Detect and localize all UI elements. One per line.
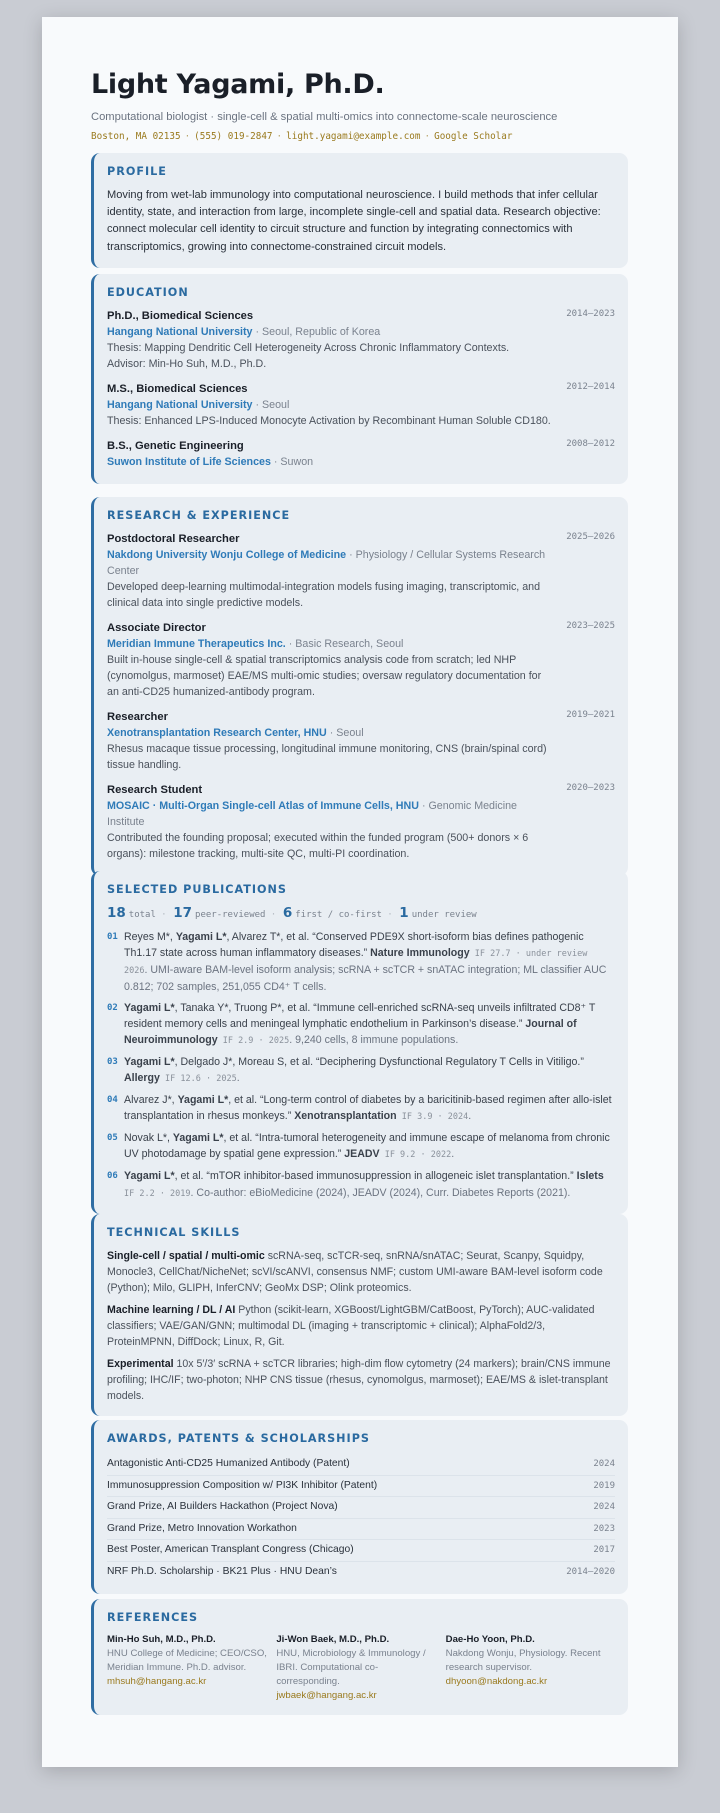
education-section — [91, 274, 628, 484]
pub-title: , Tanaka Y*, Truong P*, et al. “Immune cell-enriched scRNA-seq unveils infiltrated CD8⁺ T resident memory cells and meningeal lymphatic endothelium in Parkinson’s disease.” — [124, 1002, 596, 1030]
pub-meta: IF 12.6 · 2025 — [159, 1074, 237, 1084]
pub-number: 05 — [107, 1133, 118, 1143]
reference-name: Ji-Won Baek, M.D., Ph.D. — [276, 1634, 390, 1645]
award-year: 2024 — [593, 1459, 615, 1469]
publication-item — [107, 1130, 615, 1163]
pub-authors-pre: Reyes M*, — [124, 931, 176, 943]
institution-line — [107, 725, 615, 741]
contact-phone: (555) 019-2847 — [194, 131, 273, 143]
candidate-name: Light Yagami, Ph.D. — [91, 69, 385, 100]
profile-section — [91, 153, 628, 268]
stat-total-label: total — [128, 910, 156, 920]
award-name: Antagonistic Anti-CD25 Humanized Antibody (Patent) — [107, 1458, 350, 1469]
skill-label: Experimental — [107, 1358, 174, 1370]
stat-peer: 17 — [173, 905, 193, 921]
stat-review-label: under review — [411, 910, 477, 920]
location: · Genomic Medicine Institute — [107, 800, 517, 828]
award-year: 2024 — [593, 1502, 615, 1512]
skill-group — [107, 1356, 615, 1404]
reference-email-link[interactable]: jwbaek@hangang.ac.kr — [276, 1690, 377, 1701]
skills-section — [91, 1214, 628, 1416]
date-range: 2023–2025 — [566, 621, 615, 631]
pub-authors-pre: Alvarez J*, — [124, 1094, 178, 1106]
skill-group — [107, 1302, 615, 1350]
pub-self-author: Yagami L* — [172, 1132, 224, 1144]
reference-name: Dae-Ho Yoon, Ph.D. — [445, 1634, 535, 1645]
publication-item — [107, 1054, 615, 1087]
pub-note: . UMI-aware BAM-level isoform analysis; scRNA + scTCR + snATAC integration; ML classifier AUC 0.812; 702 samples, 251,055 CD4⁺ T cells. — [124, 964, 607, 993]
degree: Ph.D., Biomedical Sciences — [107, 310, 254, 322]
date-range: 2020–2023 — [566, 783, 615, 793]
pub-number: 06 — [107, 1171, 118, 1181]
award-name: Immunosuppression Composition w/ PI3K Inhibitor (Patent) — [107, 1479, 378, 1491]
skill-label: Machine learning / DL / AI — [107, 1304, 236, 1316]
award-row — [107, 1540, 615, 1562]
experience-entry — [107, 531, 615, 611]
pub-meta: IF 9.2 · 2022 — [379, 1150, 452, 1160]
award-row — [107, 1454, 615, 1476]
thesis-line: Thesis: Mapping Dendritic Cell Heterogeneity Across Chronic Inflammatory Contexts. — [107, 342, 510, 354]
award-row — [107, 1519, 615, 1541]
section-title: REFERENCES — [107, 1611, 199, 1624]
section-title: TECHNICAL SKILLS — [107, 1226, 241, 1239]
institution-link[interactable]: Xenotransplantation Research Center, HNU — [107, 727, 327, 739]
publications-section — [91, 871, 628, 1214]
role: Associate Director — [107, 622, 206, 634]
pub-journal: Journal of Neuroimmunology — [124, 1018, 577, 1046]
section-title: EDUCATION — [107, 286, 189, 299]
role-description: Rhesus macaque tissue processing, longitudinal immune monitoring, CNS (brain/spinal cord) tissue handling. — [107, 743, 547, 771]
skill-group — [107, 1248, 615, 1296]
award-name: Grand Prize, Metro Innovation Workathon — [107, 1522, 297, 1534]
institution-line — [107, 547, 615, 579]
institution-line — [107, 397, 615, 413]
reference-card — [276, 1633, 445, 1703]
section-title: SELECTED PUBLICATIONS — [107, 883, 287, 896]
pub-self-author: Yagami L* — [177, 1094, 229, 1106]
education-entry — [107, 381, 615, 429]
location: · Seoul, Republic of Korea — [255, 326, 381, 338]
award-row — [107, 1476, 615, 1498]
pub-journal: Islets — [576, 1170, 604, 1182]
section-title: AWARDS, PATENTS & SCHOLARSHIPS — [107, 1432, 370, 1445]
pub-journal: JEADV — [344, 1148, 380, 1160]
stat-review: 1 — [399, 905, 409, 921]
pub-note: . 9,240 cells, 8 immune populations. — [289, 1034, 459, 1046]
role-description: Developed deep-learning multimodal-integration models fusing imaging, transcriptomic, and clinical data into single predictive models. — [107, 581, 541, 609]
award-year: 2014–2020 — [566, 1566, 615, 1577]
profile-text: Moving from wet-lab immunology into computational neuroscience. I build methods that infer cellular identity, state, and interaction from large, incomplete single-cell and spatial data. Research objective: connect molecular cell identity to circuit structure and function by integrating connectomics with transcriptomics, growing into connectome-constrained circuit models. — [107, 189, 601, 253]
award-row — [107, 1497, 615, 1519]
pub-title: , et al. “mTOR inhibitor-based immunosuppression in allogeneic islet transplantation.” — [174, 1170, 577, 1182]
role-description: Built in-house single-cell & spatial transcriptomics analysis code from scratch; led NHP (cynomolgus, marmoset) EAE/MS multi-omic studies; oversaw regulatory documentation for an anti-CD25 humanized-antibody program. — [107, 654, 542, 698]
award-name: Best Poster, American Transplant Congress (Chicago) — [107, 1544, 354, 1555]
pub-journal: Nature Immunology — [370, 947, 470, 959]
award-year: 2019 — [593, 1480, 615, 1491]
location: · Seoul — [255, 399, 290, 411]
pub-note: . — [468, 1110, 472, 1122]
institution-link[interactable]: Nakdong University Wonju College of Medicine — [107, 549, 347, 561]
reference-desc: HNU, Microbiology & Immunology / IBRI. Computational co-corresponding. — [276, 1648, 426, 1687]
pub-meta: IF 27.7 · under review 2026 — [124, 949, 588, 976]
reference-card — [107, 1633, 276, 1703]
experience-entry — [107, 709, 615, 773]
pub-number: 03 — [107, 1057, 118, 1067]
location: · Suwon — [273, 456, 314, 468]
pub-title: , Alvarez T*, et al. “Conserved PDE9X short-isoform bias defines pathogenic Th1.17 state across human inflammatory diseases.” — [124, 931, 584, 959]
awards-section — [91, 1420, 628, 1594]
experience-entry — [107, 782, 615, 862]
role: Research Student — [107, 784, 203, 796]
location: · Basic Research, Seoul — [288, 638, 404, 650]
stat-total: 18 — [107, 905, 126, 921]
institution-line — [107, 636, 615, 652]
pub-journal: Xenotransplantation — [294, 1110, 397, 1122]
date-range: 2008–2012 — [566, 439, 615, 449]
experience-entry — [107, 620, 615, 700]
institution-link[interactable]: Suwon Institute of Life Sciences — [107, 456, 271, 468]
resume-page — [42, 17, 678, 1767]
skill-text: 10x 5′/3′ scRNA + scTCR libraries; high-dim flow cytometry (24 markers); brain/CNS immune profiling; IHC/IF; two-photon; NHP CNS tissue (rhesus, cynomolgus, marmoset); EAE/MS & islet-transplant models. — [107, 1358, 611, 1402]
pub-journal: Allergy — [124, 1072, 160, 1084]
pub-number: 02 — [107, 1003, 118, 1013]
pub-self-author: Yagami L* — [175, 931, 227, 943]
award-year: 2023 — [593, 1523, 615, 1534]
tagline: Computational biologist · single-cell & spatial multi-omics into connectome-scale neuroscience — [91, 111, 558, 124]
pub-number: 01 — [107, 932, 118, 942]
date-range: 2019–2021 — [566, 710, 615, 720]
award-row — [107, 1562, 615, 1583]
degree: B.S., Genetic Engineering — [107, 440, 244, 452]
advisor-line: Advisor: Min-Ho Suh, M.D., Ph.D. — [107, 358, 267, 370]
pub-meta: IF 2.9 · 2025 — [217, 1036, 290, 1046]
skill-text: Python (scikit-learn, XGBoost/LightGBM/CatBoost, PyTorch); AUC-validated classifiers; VAE/GAN/GNN; multimodal DL (imaging + transcriptomic + clinical); AlphaFold2/3, ProteinMPNN, DiffDock; Linux, R, Git. — [107, 1304, 595, 1348]
reference-desc: HNU College of Medicine; CEO/CSO, Meridian Immune. Ph.D. advisor. — [107, 1648, 267, 1673]
stat-first-label: first / co-first — [295, 910, 382, 920]
section-title: RESEARCH & EXPERIENCE — [107, 509, 291, 522]
reference-email-link[interactable]: dhyoon@nakdong.ac.kr — [445, 1676, 548, 1687]
reference-desc: Nakdong Wonju, Physiology. Recent research supervisor. — [445, 1648, 601, 1673]
award-year: 2017 — [593, 1545, 615, 1555]
stat-peer-label: peer-reviewed — [195, 910, 266, 920]
contact-email-link[interactable]: light.yagami@example.com — [286, 131, 421, 143]
publication-item — [107, 1168, 615, 1202]
google-scholar-link[interactable]: Google Scholar — [434, 131, 513, 143]
award-name: NRF Ph.D. Scholarship · BK21 Plus · HNU Dean’s — [107, 1565, 337, 1577]
skill-text: scRNA-seq, scTCR-seq, snRNA/snATAC; Seurat, Scanpy, Squidpy, Monocle3, CellChat/NicheNet; scVI/scANVI, consensus NMF; custom UMI-aware BAM-level isoform code (Python); Milo, GLIPH, InferCNV; GeoMx DSP; Olink proteomics. — [107, 1250, 603, 1294]
references-list — [107, 1633, 615, 1703]
institution-link[interactable]: Hangang National University — [107, 399, 253, 411]
pub-meta: IF 2.2 · 2019 — [124, 1189, 191, 1199]
reference-name: Min-Ho Suh, M.D., Ph.D. — [107, 1634, 216, 1645]
institution-line — [107, 798, 615, 830]
contact-line: Boston, MA 02135 · (555) 019-2847 · light.yagami@example.com · Google Scholar — [91, 131, 513, 143]
experience-section — [91, 497, 628, 876]
contact-location: Boston, MA 02135 — [91, 131, 181, 143]
date-range: 2014–2023 — [566, 309, 615, 319]
pub-number: 04 — [107, 1095, 118, 1105]
date-range: 2012–2014 — [566, 382, 615, 392]
institution-line — [107, 324, 615, 340]
publication-item — [107, 929, 615, 995]
institution-line — [107, 454, 615, 470]
pub-note: . — [236, 1072, 240, 1084]
role-description: Contributed the founding proposal; executed within the funded program (500+ donors × 6 organs): milestone tracking, multi-site QC, multi-PI coordination. — [107, 832, 529, 860]
publication-item — [107, 1000, 615, 1049]
pub-note: . Co-author: eBioMedicine (2024), JEADV (2024), Curr. Diabetes Reports (2021). — [190, 1187, 571, 1199]
institution-link[interactable]: Meridian Immune Therapeutics Inc. — [107, 638, 286, 650]
thesis-line: Thesis: Enhanced LPS-Induced Monocyte Activation by Recombinant Human Soluble CD180. — [107, 415, 551, 427]
award-name: Grand Prize, AI Builders Hackathon (Project Nova) — [107, 1501, 338, 1512]
pub-title: , et al. “Long-term control of diabetes by a baricitinib-based regimen after allo-islet transplantation in rhesus monkeys.” — [124, 1094, 612, 1122]
role: Postdoctoral Researcher — [107, 533, 240, 545]
pub-meta: IF 3.9 · 2024 — [396, 1112, 469, 1122]
pub-self-author: Yagami L* — [124, 1170, 175, 1182]
publication-item — [107, 1092, 615, 1125]
institution-link[interactable]: MOSAIC · Multi-Organ Single-cell Atlas of Immune Cells, HNU — [107, 800, 419, 812]
reference-email-link[interactable]: mhsuh@hangang.ac.kr — [107, 1676, 207, 1687]
pub-title: , Delgado J*, Moreau S, et al. “Deciphering Dysfunctional Regulatory T Cells in Vitiligo.” — [174, 1056, 584, 1068]
pub-note: . — [451, 1148, 455, 1160]
publication-stats: 18 total · 17 peer-reviewed · 6 first / co-first · 1 under review — [107, 905, 477, 921]
pub-authors-pre: Novak L*, — [124, 1132, 173, 1144]
role: Researcher — [107, 711, 168, 723]
location: · Seoul — [329, 727, 364, 739]
degree: M.S., Biomedical Sciences — [107, 383, 248, 395]
references-section — [91, 1599, 628, 1715]
date-range: 2025–2026 — [566, 532, 615, 542]
reference-card — [446, 1633, 615, 1703]
education-entry — [107, 308, 615, 372]
skill-label: Single-cell / spatial / multi-omic — [107, 1250, 265, 1262]
education-entry — [107, 438, 615, 470]
section-title: PROFILE — [107, 165, 167, 178]
pub-title: , et al. “Intra-tumoral heterogeneity and immune escape of melanoma from chronic UV photodamage by spatial gene expression.” — [124, 1132, 610, 1160]
location: · Physiology / Cellular Systems Research Center — [107, 549, 546, 577]
institution-link[interactable]: Hangang National University — [107, 326, 253, 338]
resume-header — [91, 69, 631, 142]
stat-first: 6 — [282, 905, 293, 921]
pub-self-author: Yagami L* — [124, 1056, 175, 1068]
pub-self-author: Yagami L* — [124, 1002, 175, 1014]
